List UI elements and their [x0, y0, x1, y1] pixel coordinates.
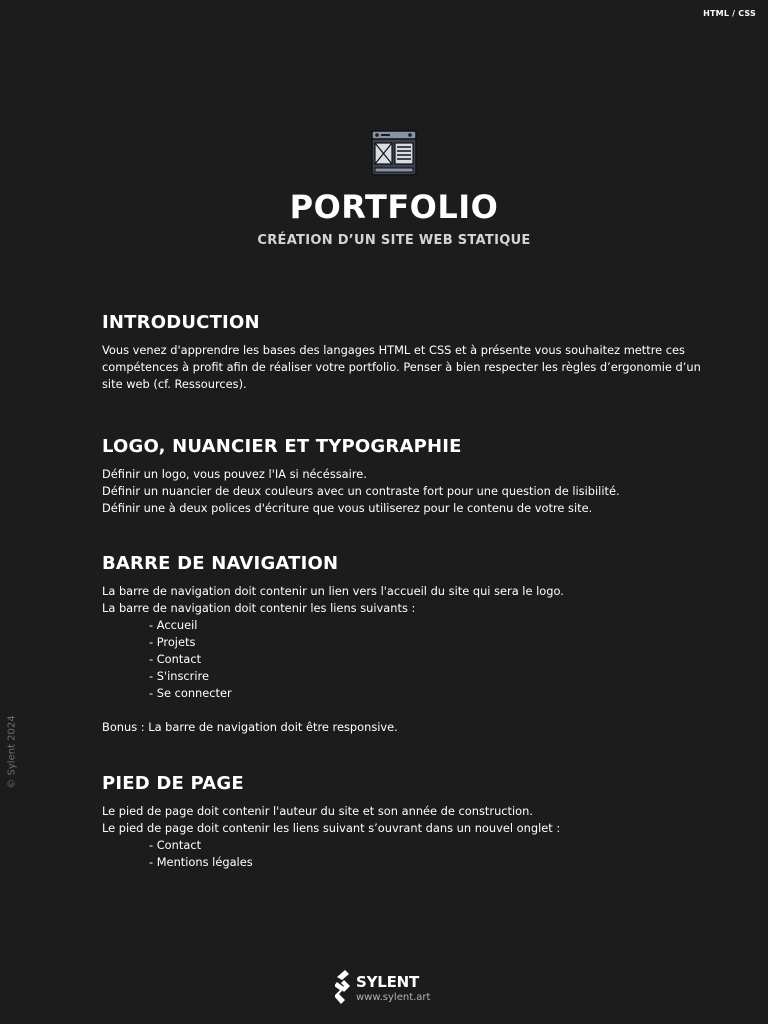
list-item: - Mentions légales	[149, 855, 253, 869]
section-logo-typography	[102, 436, 702, 517]
list-item: - Accueil	[149, 618, 198, 632]
list-item: - S'inscrire	[149, 669, 209, 683]
course-tag: HTML / CSS	[703, 9, 756, 18]
section-line: La barre de navigation doit contenir les liens suivants :	[102, 601, 416, 615]
spacer	[102, 702, 702, 719]
copyright-text: © Sylent 2024	[6, 715, 18, 789]
list-item: - Projets	[149, 635, 196, 649]
footer-links-list	[102, 837, 702, 871]
section-footer	[102, 773, 702, 871]
list-item: - Contact	[149, 652, 202, 666]
list-item: - Se connecter	[149, 686, 232, 700]
section-line: Le pied de page doit contenir l'auteur du site et son année de construction.	[102, 804, 533, 818]
section-line: La barre de navigation doit contenir un lien vers l'accueil du site qui sera le logo.	[102, 584, 564, 598]
list-item: - Contact	[149, 838, 202, 852]
section-line: Définir un nuancier de deux couleurs avec un contraste fort pour une question de lisibilité.	[102, 484, 620, 498]
section-navigation	[102, 553, 702, 736]
page-subtitle: CRÉATION D’UN SITE WEB STATIQUE	[257, 233, 531, 248]
nav-links-list	[102, 617, 702, 702]
section-introduction	[102, 312, 702, 393]
section-line: Définir un logo, vous pouvez l'IA si nécéssaire.	[102, 467, 367, 481]
brand-name: SYLENT	[356, 973, 420, 991]
section-heading: LOGO, NUANCIER ET TYPOGRAPHIE	[102, 436, 462, 457]
section-heading: INTRODUCTION	[102, 312, 260, 333]
section-heading: PIED DE PAGE	[102, 773, 244, 794]
page-title: PORTFOLIO	[289, 188, 499, 226]
section-heading: BARRE DE NAVIGATION	[102, 553, 339, 574]
wireframe-layout-icon	[371, 130, 417, 176]
brand-url[interactable]: www.sylent.art	[356, 992, 431, 1003]
section-line: Le pied de page doit contenir les liens suivant s’ouvrant dans un nouvel onglet :	[102, 821, 561, 835]
section-line: Définir une à deux polices d'écriture que vous utiliserez pour le contenu de votre site.	[102, 501, 593, 515]
bonus-text: Bonus : La barre de navigation doit être responsive.	[102, 720, 398, 734]
section-text: Vous venez d'apprendre les bases des langages HTML et CSS et à présente vous souhaitez mettre ces compétences à profit afin de réaliser votre portfolio. Penser à bien respecter les règles d’ergonomie d’un site web (cf. Ressources).	[102, 343, 701, 391]
